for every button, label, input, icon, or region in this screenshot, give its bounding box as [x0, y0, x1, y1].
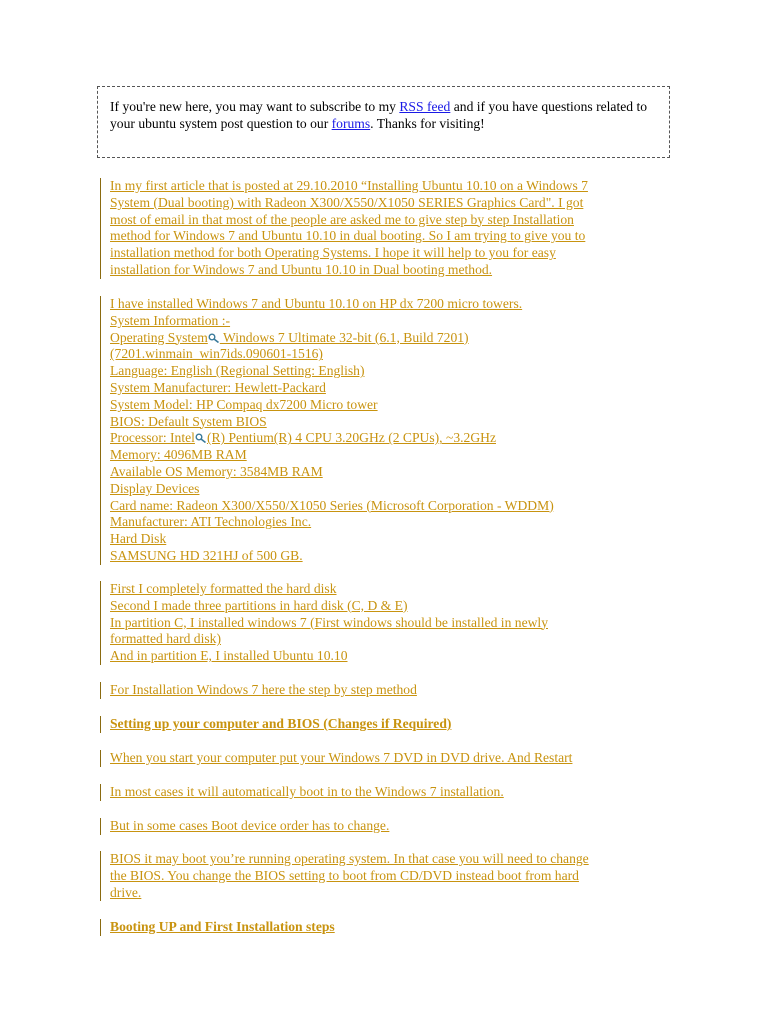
- paragraph-line[interactable]: In partition C, I installed windows 7 (First windows should be installed in newly: [110, 614, 548, 630]
- auto-boot-paragraph[interactable]: [100, 784, 504, 801]
- paragraph-line[interactable]: System Information :-: [110, 312, 231, 328]
- paragraph-line[interactable]: Available OS Memory: 3584MB RAM: [110, 463, 323, 479]
- os-label[interactable]: Operating System: [110, 329, 208, 345]
- paragraph-line[interactable]: BIOS it may boot you’re running operating system. In that case you will need to change: [110, 851, 589, 866]
- paragraph-line[interactable]: Memory: 4096MB RAM: [110, 447, 247, 463]
- partitions-paragraph[interactable]: [100, 581, 548, 665]
- processor-label[interactable]: Processor: Intel: [110, 430, 195, 446]
- paragraph-line[interactable]: method for Windows 7 and Ubuntu 10.10 in dual booting. So I am trying to give you to: [110, 228, 586, 244]
- notice-text-middle: and if you have questions related to your ubuntu system post question to our: [110, 99, 648, 131]
- paragraph-line[interactable]: most of email in that most of the people are asked me to give step by step Installation: [110, 211, 574, 227]
- paragraph-line[interactable]: installation method for both Operating Systems. I hope it will help to you for easy: [110, 245, 556, 261]
- magnifier-icon[interactable]: [195, 433, 207, 443]
- booting-heading[interactable]: [100, 919, 335, 936]
- system-info-paragraph[interactable]: [100, 296, 554, 565]
- paragraph-line[interactable]: System Manufacturer: Hewlett-Packard: [110, 379, 326, 395]
- processor-line[interactable]: [110, 430, 554, 447]
- paragraph-line[interactable]: System (Dual booting) with Radeon X300/X550/X1050 SERIES Graphics Card". I got: [110, 194, 584, 210]
- paragraph-line[interactable]: the BIOS. You change the BIOS setting to boot from CD/DVD instead boot from hard: [110, 867, 579, 883]
- rss-feed-link[interactable]: RSS feed: [399, 99, 451, 114]
- paragraph-line[interactable]: In most cases it will automatically boot in to the Windows 7 installation.: [110, 784, 504, 799]
- paragraph-line[interactable]: drive.: [110, 884, 142, 900]
- processor-value[interactable]: (R) Pentium(R) 4 CPU 3.20GHz (2 CPUs), ~3.2GHz: [206, 430, 496, 446]
- paragraph-line[interactable]: And in partition E, I installed Ubuntu 10.10: [110, 648, 348, 664]
- intro-paragraph[interactable]: [100, 178, 588, 279]
- notice-text-after: . Thanks for visiting!: [370, 116, 485, 131]
- paragraph-line[interactable]: System Model: HP Compaq dx7200 Micro tower: [110, 396, 378, 412]
- paragraph-line[interactable]: Language: English (Regional Setting: English): [110, 363, 365, 379]
- installation-intro-paragraph[interactable]: [100, 682, 417, 699]
- boot-order-paragraph[interactable]: [100, 818, 389, 835]
- notice-text-before: If you're new here, you may want to subscribe to my: [110, 99, 400, 114]
- paragraph-line[interactable]: SAMSUNG HD 321HJ of 500 GB.: [110, 547, 303, 563]
- paragraph-line[interactable]: Display Devices: [110, 480, 200, 496]
- paragraph-line[interactable]: I have installed Windows 7 and Ubuntu 10.10 on HP dx 7200 micro towers.: [110, 296, 523, 311]
- forums-link[interactable]: forums: [331, 116, 371, 131]
- paragraph-line[interactable]: In my first article that is posted at 29.10.2010 “Installing Ubuntu 10.10 on a Windows 7: [110, 178, 588, 193]
- paragraph-line[interactable]: (7201.winmain_win7ids.090601-1516): [110, 346, 323, 362]
- section-heading[interactable]: Setting up your computer and BIOS (Changes if Required): [110, 716, 452, 731]
- os-value[interactable]: Windows 7 Ultimate 32-bit (6.1, Build 7201): [219, 329, 469, 345]
- paragraph-line[interactable]: installation for Windows 7 and Ubuntu 10.10 in Dual booting method.: [110, 261, 493, 277]
- paragraph-line[interactable]: Second I made three partitions in hard disk (C, D & E): [110, 597, 408, 613]
- paragraph-line[interactable]: BIOS: Default System BIOS: [110, 413, 267, 429]
- restart-paragraph[interactable]: [100, 750, 572, 767]
- magnifier-icon[interactable]: [208, 333, 220, 343]
- section-heading[interactable]: Booting UP and First Installation steps: [110, 919, 335, 934]
- subscribe-notice: [97, 86, 670, 158]
- paragraph-line[interactable]: For Installation Windows 7 here the step by step method: [110, 682, 417, 697]
- paragraph-line[interactable]: But in some cases Boot device order has to change.: [110, 818, 390, 833]
- paragraph-line[interactable]: First I completely formatted the hard disk: [110, 581, 337, 596]
- bios-change-paragraph[interactable]: [100, 851, 589, 901]
- paragraph-line[interactable]: When you start your computer put your Windows 7 DVD in DVD drive. And Restart: [110, 750, 573, 765]
- paragraph-line[interactable]: Manufacturer: ATI Technologies Inc.: [110, 514, 312, 530]
- paragraph-line[interactable]: Hard Disk: [110, 531, 167, 547]
- paragraph-line[interactable]: formatted hard disk): [110, 631, 221, 647]
- paragraph-line[interactable]: Card name: Radeon X300/X550/X1050 Series (Microsoft Corporation - WDDM): [110, 497, 554, 513]
- operating-system-line[interactable]: [110, 330, 554, 347]
- bios-heading[interactable]: [100, 716, 451, 733]
